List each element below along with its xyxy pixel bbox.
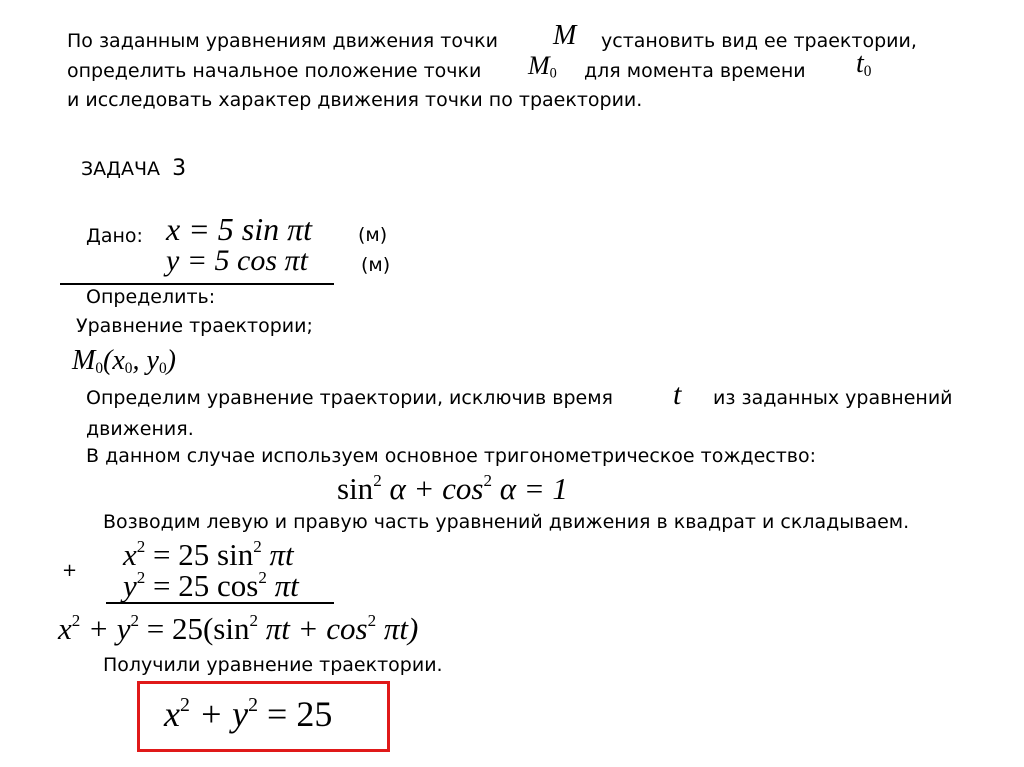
solution-paragraph-1-a: Определим уравнение траектории, исключив время bbox=[86, 387, 613, 409]
determine-label: Определить: bbox=[86, 286, 216, 308]
initial-position-m0: $M_0(x_0$, $y_0$) bbox=[72, 345, 176, 377]
intro-line1-text-a: По заданным уравнениям движения точки bbox=[67, 30, 498, 52]
symbol-point-m: M bbox=[553, 20, 577, 51]
intro-line2-text-a: определить начальное положение точки bbox=[67, 60, 482, 82]
determine-item-trajectory: Уравнение траектории; bbox=[76, 315, 313, 337]
intro-line2-text-b: для момента времени bbox=[584, 60, 806, 82]
equation-x-squared: $x^2 = 25$ $\sin^2 \pi t$ bbox=[123, 536, 294, 572]
solution-paragraph-3: Возводим левую и правую часть уравнений движения в квадрат и складываем. bbox=[103, 511, 910, 533]
equation-y: y = 5 cos πt bbox=[166, 244, 308, 277]
trajectory-equation: $x^2 + y^2 = 25$ bbox=[164, 694, 333, 734]
unit-y: (м) bbox=[361, 254, 391, 276]
solution-paragraph-4: Получили уравнение траектории. bbox=[103, 654, 443, 676]
plus-sign: + bbox=[62, 560, 78, 581]
equation-x: x = 5 sin πt bbox=[166, 211, 313, 247]
symbol-point-m0: $M_0$ bbox=[528, 51, 557, 82]
solution-paragraph-1-c: движения. bbox=[86, 418, 194, 440]
task-heading: ЗАДАЧА 3 bbox=[81, 156, 187, 181]
symbol-time-t0: $t_0$ bbox=[856, 48, 872, 80]
intro-line1-text-b: установить вид ее траектории, bbox=[601, 30, 917, 52]
equation-y-squared: $y^2 = 25$ $\cos^2 \pi t$ bbox=[123, 567, 299, 603]
sum-divider bbox=[106, 602, 334, 604]
solution-paragraph-2: В данном случае используем основное тригонометрическое тождество: bbox=[86, 445, 817, 467]
unit-x: (м) bbox=[358, 224, 388, 246]
solution-paragraph-1-b: из заданных уравнений bbox=[713, 387, 953, 409]
symbol-t: t bbox=[673, 378, 682, 411]
intro-line3-text: и исследовать характер движения точки по траектории. bbox=[67, 89, 643, 111]
given-label: Дано: bbox=[86, 225, 143, 247]
trig-identity: $\sin^2 \alpha + \cos^2 \alpha = 1$ bbox=[337, 470, 568, 506]
given-divider bbox=[60, 283, 334, 285]
sum-equation: $x^2 + y^2 = 25(\sin^2$ $\pi t + \cos^2 \pi t$) bbox=[58, 610, 419, 646]
